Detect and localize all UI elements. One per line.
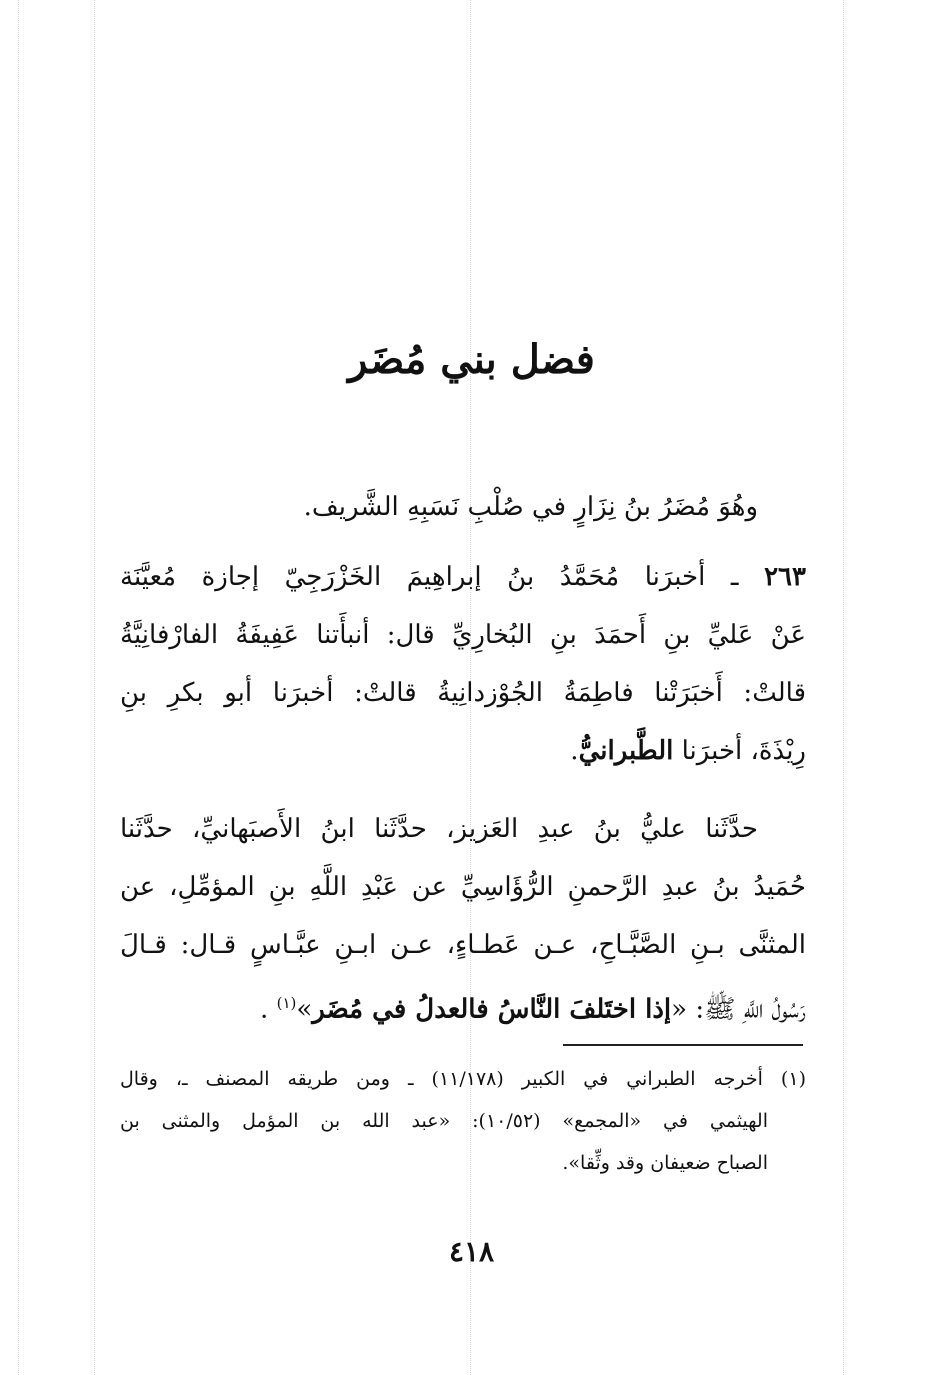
hadith-number: ٢٦٣ — [764, 562, 806, 592]
footnote-line-2: الهيثمي في «المجمع» (١٠/٥٢): «عبد الله بن المؤمل والمثنى بن — [120, 1110, 768, 1132]
isnad-line-3: قالتْ: أَخبَرَتْنا فاطِمَةُ الجُوْزدانِيةُ قالتْ: أخبرَنا أبو بكرِ بنِ — [120, 678, 806, 708]
scan-artifact — [843, 0, 844, 1375]
scan-artifact — [94, 0, 95, 1375]
hadith-line-2: حُمَيدُ بنُ عبدِ الرَّحمنِ الرُّؤَاسِيِّ عن عَبْدِ اللَّهِ بنِ المؤمِّلِ، عن — [120, 872, 806, 902]
footnote-separator — [563, 1044, 803, 1046]
isnad-paragraph — [120, 548, 806, 780]
hadith-line-3: المثنَّى بـنِ الصَّبَّـاحِ، عـن عَطـاءٍ، عـن ابـنِ عبَّـاسٍ قـال: قـالَ — [120, 930, 806, 960]
hadith-quote: إذا اختَلفَ النَّاسُ فالعدلُ في مُضَر — [312, 994, 672, 1025]
hadith-line-1: حدَّثَنا عليُّ بنُ عبدِ العَزيز، حدَّثَنا ابنُ الأَصبَهانيِّ، حدَّثَنا — [120, 814, 758, 844]
page-number: ٤١٨ — [448, 1235, 495, 1268]
chapter-title: فضل بني مُضَر — [348, 336, 595, 383]
tabarani-name: الطَّبرانيُّ — [578, 736, 674, 766]
intro-paragraph — [120, 478, 806, 536]
isnad-line-2: عَنْ عَليِّ بنِ أَحمَدَ بنِ البُخارِيِّ قال: أنبأَتنا عَفِيفَةُ الفارْفانِيَّةُ — [120, 620, 806, 650]
footnote — [120, 1058, 806, 1184]
hadith-paragraph — [120, 800, 806, 1039]
footnote-line-3: الصباح ضعيفان وقد وثِّقا». — [562, 1152, 768, 1174]
isnad-line-1: ٢٦٣ ـ أخبرَنا مُحَمَّدُ بنُ إبراهِيمَ الخَزْرَجِيّ إجازة مُعيَّنَة — [120, 562, 806, 592]
isnad-line-4: رِيْذَةَ، أخبرَنا الطَّبرانيُّ. — [570, 736, 806, 766]
scan-artifact — [18, 0, 19, 1375]
footnote-line-1: (١) أخرجه الطبراني في الكبير (١١/١٧٨) ـ ومن طريقه المصنف ـ، وقال — [120, 1068, 806, 1090]
intro-text: وهُوَ مُضَرُ بنُ نِزَارٍ في صُلْبِ نَسَبِهِ الشَّريف. — [303, 492, 758, 522]
hadith-line-4: رَسُولُ اللَّهِ ﷺ: «إذا اختَلفَ النَّاسُ فالعدلُ في مُضَر»$^{(١)}$ . — [260, 994, 806, 1025]
footnote-ref: (١) — [276, 994, 297, 1012]
